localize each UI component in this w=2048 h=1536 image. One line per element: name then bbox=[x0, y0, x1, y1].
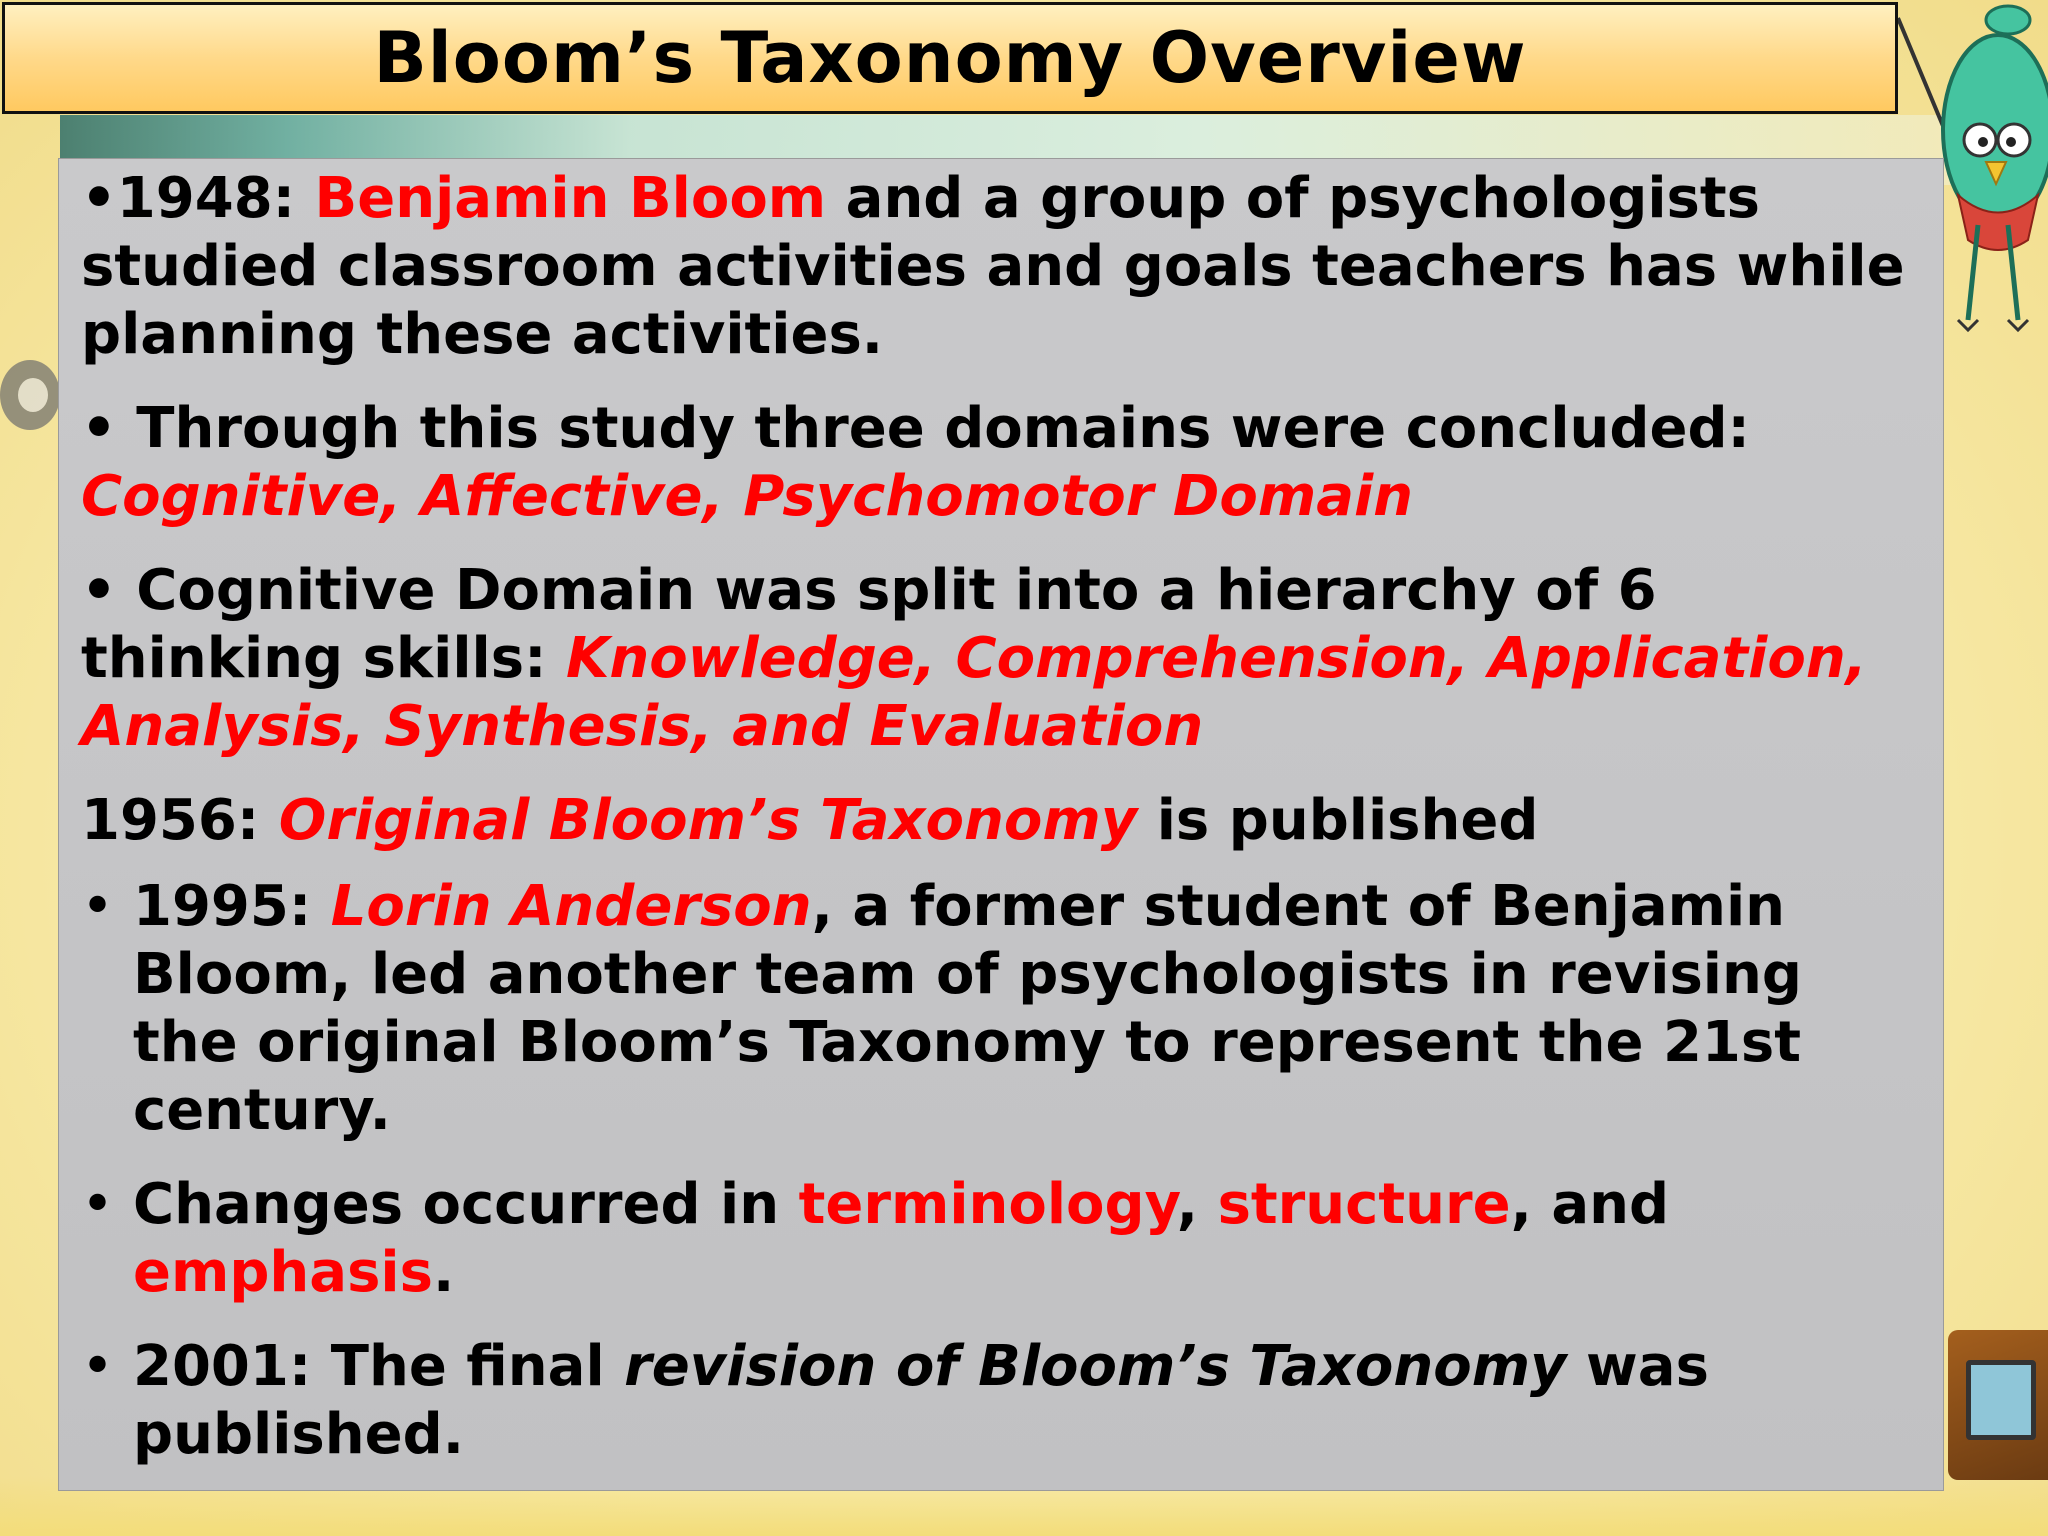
point-1948 bbox=[81, 165, 1925, 369]
point-1956 bbox=[81, 787, 1925, 855]
p6-sep2: , and bbox=[1510, 1172, 1670, 1237]
p5-name: Lorin Anderson bbox=[330, 874, 812, 939]
p2-text: • Through this study three domains were concluded: bbox=[81, 396, 1750, 461]
p3-skills: Knowledge, Comprehension, Application, Analysis, Synthesis, and Evaluation bbox=[81, 626, 1867, 759]
p7-prefix: 2001: The final bbox=[133, 1334, 625, 1399]
p6-terminology: terminology bbox=[798, 1172, 1177, 1237]
p7-rest: was published. bbox=[133, 1334, 1709, 1467]
p4-prefix: 1956: bbox=[81, 788, 279, 853]
p6-end: . bbox=[432, 1240, 455, 1305]
background-decoration bbox=[0, 360, 60, 430]
p6-emphasis: emphasis bbox=[133, 1240, 433, 1305]
point-changes bbox=[81, 1171, 1925, 1307]
p1-prefix: •1948: bbox=[81, 166, 315, 231]
p5-prefix: 1995: bbox=[133, 874, 331, 939]
p5-rest: , a former student of Benjamin Bloom, led another team of psychologists in revising the original Bloom’s Taxonomy to represent the 21st century. bbox=[133, 874, 1802, 1143]
p7-emph: revision of Bloom’s Taxonomy bbox=[624, 1334, 1567, 1399]
p2-domains: Cognitive, Affective, Psychomotor Domain bbox=[81, 464, 1414, 529]
bullet: • bbox=[81, 1172, 115, 1237]
content-panel bbox=[58, 158, 1944, 1491]
bullet: • bbox=[81, 874, 115, 939]
p4-rest: is published bbox=[1137, 788, 1539, 853]
computer-clipart-icon bbox=[1948, 1330, 2048, 1480]
point-domains bbox=[81, 395, 1925, 531]
p6-structure: structure bbox=[1217, 1172, 1511, 1237]
point-1995 bbox=[81, 873, 1925, 1145]
p1-rest: and a group of psychologists studied classroom activities and goals teachers has while planning these activities. bbox=[81, 166, 1905, 367]
p6-sep1: , bbox=[1176, 1172, 1218, 1237]
point-cognitive-hierarchy bbox=[81, 557, 1925, 761]
title-banner bbox=[2, 2, 1898, 114]
p1-name: Benjamin Bloom bbox=[314, 166, 827, 231]
slide-title: Bloom’s Taxonomy Overview bbox=[373, 17, 1527, 99]
p3-text: • Cognitive Domain was split into a hierarchy of 6 thinking skills: bbox=[81, 558, 1657, 691]
p4-emph: Original Bloom’s Taxonomy bbox=[278, 788, 1138, 853]
point-2001 bbox=[81, 1333, 1925, 1469]
p6-prefix: Changes occurred in bbox=[133, 1172, 799, 1237]
bullet: • bbox=[81, 1334, 115, 1399]
